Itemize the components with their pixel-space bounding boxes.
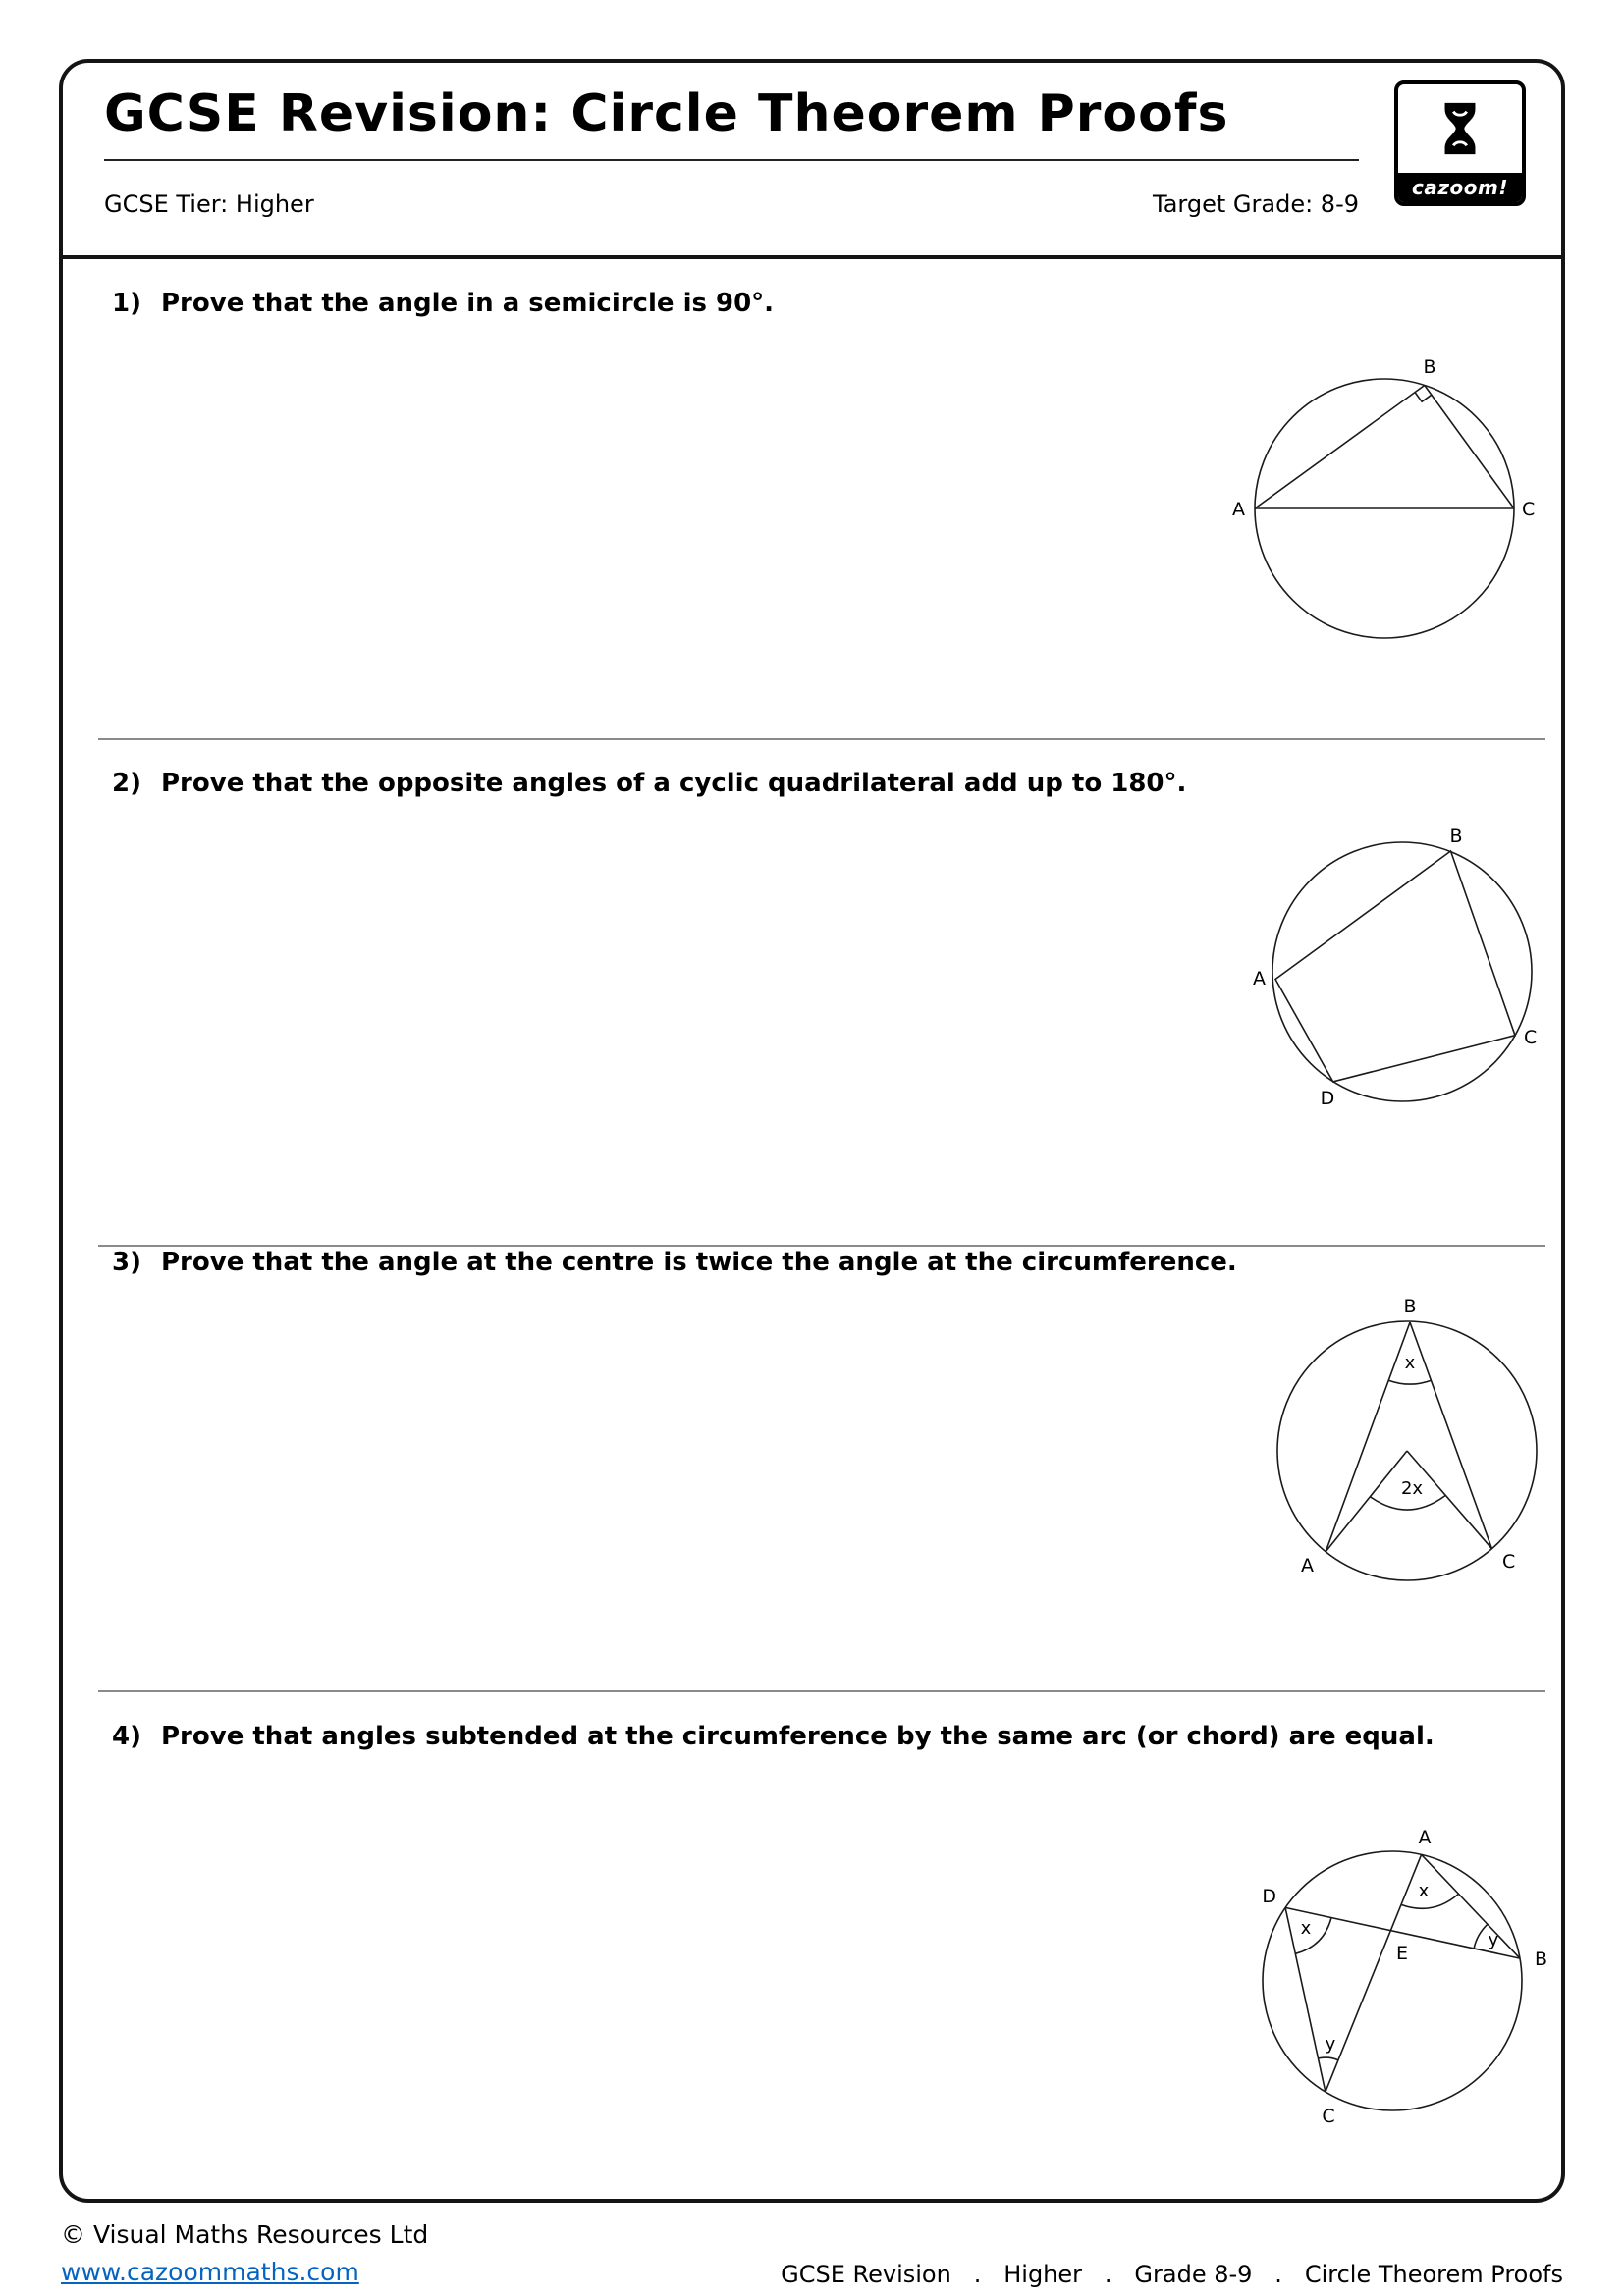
angle-arc-at-b [1474,1924,1488,1949]
header-separator [63,255,1561,259]
footer-meta: GCSE Revision . Higher . Grade 8-9 . Circle Theorem Proofs [781,2261,1563,2288]
chord-ab [1255,386,1425,509]
q4-same-arc-diagram [1235,1824,1549,2138]
chord-bc [1410,1322,1492,1549]
angle-label-x: x [1404,1353,1416,1373]
logo-icon-wrap [1398,84,1522,173]
chord-ac [1326,1854,1422,2092]
angle-label-2x: 2x [1400,1478,1424,1499]
radius-oc [1407,1451,1492,1549]
radius-oa [1326,1451,1407,1552]
tier-label: GCSE Tier: Higher [104,190,314,218]
question-3 [112,1241,1506,1286]
vertex-label-a: A [1253,968,1266,989]
question-1-text: Prove that the angle in a semicircle is 90°. [161,289,775,318]
angle-label-x-at-a: x [1418,1881,1430,1901]
angle-arc-at-a [1401,1894,1459,1908]
vertex-label-b: B [1403,1296,1417,1317]
angle-arc-at-c [1319,2057,1339,2060]
logo-wordmark: cazoom! [1398,173,1522,202]
target-grade-label: Target Grade: 8-9 [1153,190,1359,218]
question-1-number: 1) [112,289,141,318]
cazoom-logo [1394,80,1526,206]
question-4 [112,1715,1473,1760]
chord-bc [1425,386,1514,509]
page-title: GCSE Revision: Circle Theorem Proofs [104,84,1229,143]
q1-semicircle-diagram [1227,351,1542,666]
right-angle-marker [1415,393,1432,402]
vertex-label-c: C [1524,1027,1538,1048]
vertex-label-b: B [1535,1949,1548,1970]
chord-ba [1326,1322,1410,1552]
vertex-label-c: C [1322,2106,1335,2127]
vertex-label-a: A [1232,499,1245,520]
vertex-label-a: A [1301,1555,1314,1576]
angle-label-y-at-c: y [1325,2034,1336,2055]
cyclic-quadrilateral [1275,851,1515,1082]
point-label-e: E [1396,1943,1409,1964]
question-3-number: 3) [112,1248,141,1277]
website-link[interactable]: www.cazoommaths.com [61,2258,359,2286]
q2-cyclic-quadrilateral-diagram [1245,815,1559,1129]
vertex-label-d: D [1262,1886,1276,1907]
question-4-text: Prove that angles subtended at the circumference by the same arc (or chord) are equal. [161,1722,1435,1751]
question-2-text: Prove that the opposite angles of a cyclic quadrilateral add up to 180°. [161,769,1187,798]
angle-arc-at-b [1388,1380,1431,1384]
angle-label-x-at-d: x [1300,1918,1312,1939]
question-separator [98,738,1545,740]
hourglass-icon [1432,99,1489,158]
vertex-label-b: B [1423,356,1436,378]
vertex-label-b: B [1449,826,1463,847]
vertex-label-d: D [1320,1088,1335,1109]
vertex-label-a: A [1418,1827,1432,1848]
vertex-label-c: C [1502,1551,1516,1573]
question-separator [98,1690,1545,1692]
question-4-number: 4) [112,1722,141,1751]
question-1 [112,282,1506,327]
question-2-number: 2) [112,769,141,798]
question-2 [112,762,1506,807]
vertex-label-c: C [1522,499,1536,520]
q3-angle-at-centre-diagram [1250,1294,1564,1608]
angle-label-y-at-b: y [1488,1930,1499,1950]
title-rule [104,159,1359,161]
question-3-text: Prove that the angle at the centre is twice the angle at the circumference. [161,1248,1237,1277]
copyright-text: © Visual Maths Resources Ltd [61,2220,429,2249]
